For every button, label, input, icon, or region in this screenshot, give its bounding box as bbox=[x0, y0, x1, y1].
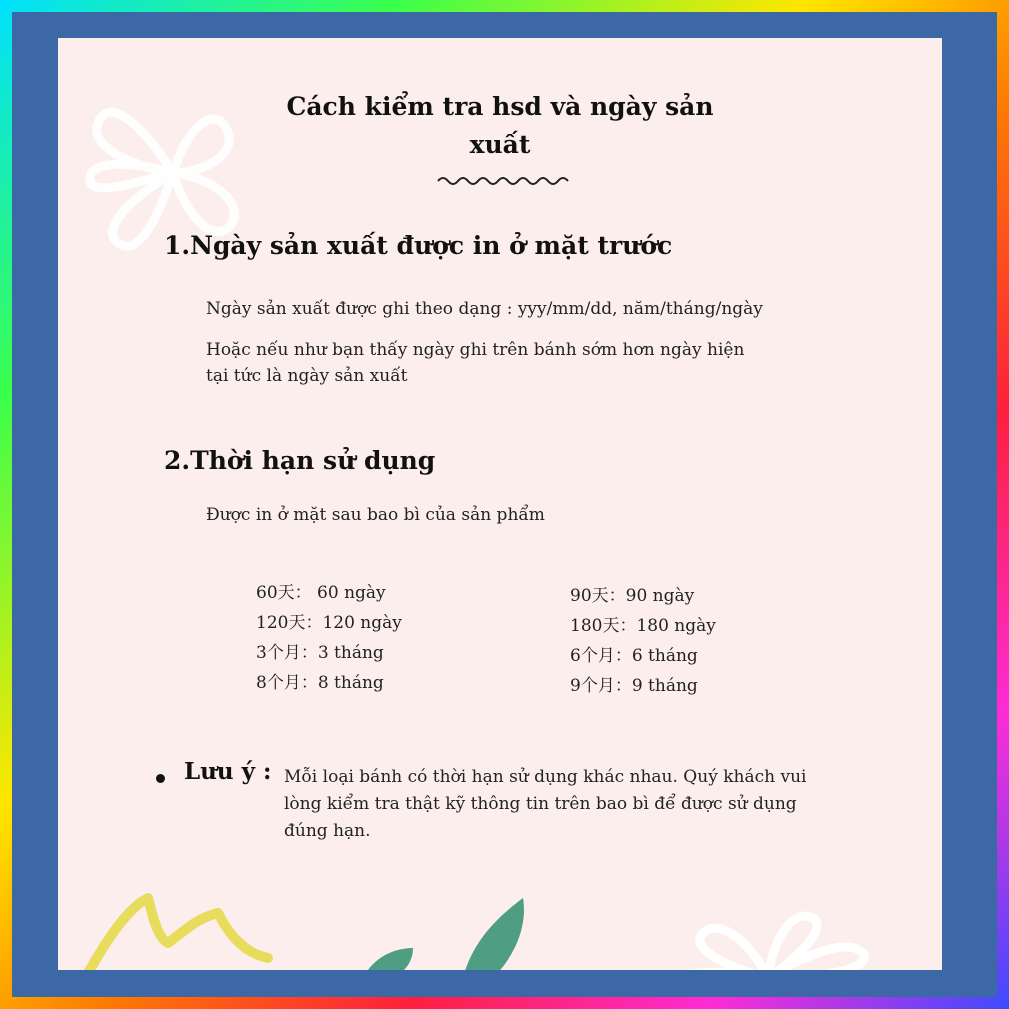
section1-line: Hoặc nếu như bạn thấy ngày ghi trên bánh sớm hơn ngày hiện bbox=[206, 340, 745, 360]
list-item: 120天：120 ngày bbox=[256, 613, 402, 633]
list-item: 60天： 60 ngày bbox=[256, 583, 386, 603]
section2-heading: 2.Thời hạn sử dụng bbox=[164, 446, 436, 475]
shelf-life-right-column bbox=[570, 581, 716, 701]
list-item: 90天：90 ngày bbox=[570, 586, 695, 606]
title-line: xuất bbox=[469, 130, 531, 159]
section1-line: tại tức là ngày sản xuất bbox=[206, 366, 408, 386]
section2-line: Được in ở mặt sau bao bì của sản phẩm bbox=[206, 505, 545, 525]
list-item: 9个月：9 tháng bbox=[570, 676, 698, 696]
note-text: Mỗi loại bánh có thời hạn sử dụng khác nhau. Quý khách vui lòng kiểm tra thật kỹ thông tin trên bao bì để được sử dụng đúng hạn. bbox=[284, 767, 807, 841]
section1-heading: 1.Ngày sản xuất được in ở mặt trước bbox=[164, 231, 673, 260]
page-title bbox=[58, 88, 942, 164]
content-card bbox=[58, 38, 942, 970]
zigzag-doodle-icon bbox=[78, 858, 278, 970]
bullet-icon bbox=[156, 774, 165, 783]
shelf-life-left-column bbox=[256, 578, 402, 698]
title-line: Cách kiểm tra hsd và ngày sản bbox=[286, 92, 714, 121]
list-item: 8个月：8 tháng bbox=[256, 673, 384, 693]
leaf-icon bbox=[363, 898, 583, 970]
flower-outline-icon bbox=[648, 898, 888, 970]
section1-line: Ngày sản xuất được ghi theo dạng : yyy/mm/dd, năm/tháng/ngày bbox=[206, 299, 763, 319]
list-item: 3个月：3 tháng bbox=[256, 643, 384, 663]
list-item: 6个月：6 tháng bbox=[570, 646, 698, 666]
note-label: Lưu ý : bbox=[184, 758, 272, 785]
squiggle-divider bbox=[436, 173, 572, 187]
list-item: 180天：180 ngày bbox=[570, 616, 716, 636]
